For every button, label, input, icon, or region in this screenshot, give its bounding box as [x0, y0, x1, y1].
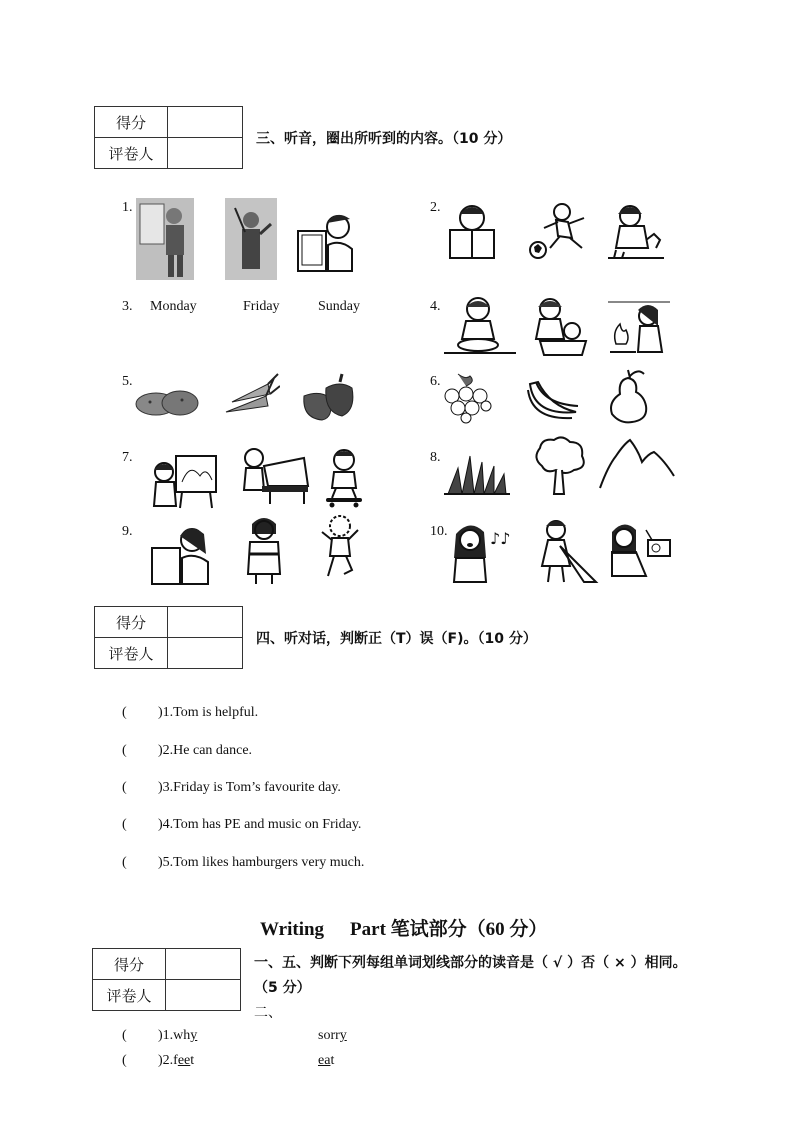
section4-title: 四、听对话，判断正（T）误（F)。（10 分） — [256, 631, 537, 647]
row-number: )2. — [158, 1053, 174, 1068]
tf-statement: )5.Tom likes hamburgers very much. — [158, 855, 365, 870]
answer-paren[interactable]: ( — [122, 855, 127, 870]
score-cell[interactable] — [168, 107, 243, 138]
tf-item-5 — [122, 855, 364, 871]
answer-paren[interactable]: ( — [122, 1053, 127, 1068]
instruction-line-3: 二、 — [254, 1005, 282, 1021]
grader-cell[interactable] — [168, 638, 243, 669]
grader-label: 评卷人 — [95, 138, 168, 169]
q4-number: 4. — [430, 299, 441, 314]
answer-paren[interactable]: ( — [122, 1028, 127, 1043]
pear-picture[interactable] — [606, 366, 652, 424]
grass-picture[interactable] — [444, 448, 510, 496]
q6-number: 6. — [430, 374, 441, 389]
answer-paren[interactable]: ( — [122, 705, 127, 720]
girl-sweeping-picture[interactable] — [530, 516, 600, 586]
score-label: 得分 — [95, 107, 168, 138]
answer-paren[interactable]: ( — [122, 780, 127, 795]
man-playing-piano-picture[interactable] — [234, 446, 310, 506]
tf-statement: )3.Friday is Tom’s favourite day. — [158, 780, 341, 795]
phonics-row-1-word-2: sorry — [318, 1028, 347, 1043]
phonics-row-2-word-2: eat — [318, 1053, 335, 1068]
word-1: feet — [173, 1053, 195, 1068]
tree-picture[interactable] — [532, 436, 588, 496]
grader-cell[interactable] — [168, 138, 243, 169]
section3-title: 三、听音，圈出所听到的内容。（10 分） — [256, 131, 512, 147]
girl-with-radio-picture[interactable] — [606, 518, 672, 586]
girl-at-desk-picture[interactable] — [150, 520, 214, 588]
score-table-3 — [92, 948, 241, 1011]
tf-item-1 — [122, 705, 258, 721]
teacher-at-board-picture[interactable] — [136, 198, 194, 280]
instruction-line-2: （5 分） — [254, 980, 311, 996]
q7-number: 7. — [122, 450, 133, 465]
tf-item-2 — [122, 743, 252, 759]
q3-word-friday[interactable]: Friday — [243, 299, 280, 314]
boy-washing-clothes-picture[interactable] — [444, 295, 516, 357]
row-number: )1. — [158, 1028, 174, 1043]
q10-number: 10. — [430, 524, 448, 539]
q3-word-monday[interactable]: Monday — [150, 299, 197, 314]
writing-heading-right: Part 笔试部分（60 分） — [350, 919, 548, 940]
answer-paren[interactable]: ( — [122, 817, 127, 832]
phonics-row-1 — [122, 1028, 197, 1044]
word-1: why — [173, 1028, 198, 1043]
q3-number: 3. — [122, 299, 133, 314]
q1-number: 1. — [122, 200, 133, 215]
q9-number: 9. — [122, 524, 133, 539]
bananas-picture[interactable] — [526, 376, 582, 422]
woman-arms-crossed-picture[interactable] — [242, 514, 286, 586]
q3-word-sunday[interactable]: Sunday — [318, 299, 360, 314]
instruction-line-1: 一、五、判断下列每组单词划线部分的读音是（ √ ）否（ × ）相同。 — [254, 955, 687, 971]
boy-skateboarding-picture[interactable] — [322, 448, 366, 508]
writing-heading-left: Writing — [260, 919, 325, 940]
tf-statement: )4.Tom has PE and music on Friday. — [158, 817, 362, 832]
grapes-picture[interactable] — [444, 372, 492, 424]
potatoes-picture[interactable] — [134, 386, 200, 420]
grader-label: 评卷人 — [95, 638, 168, 669]
girl-watering-plants-picture[interactable] — [606, 200, 666, 262]
carrots-picture[interactable] — [222, 372, 280, 424]
q5-number: 5. — [122, 374, 133, 389]
q2-number: 2. — [430, 200, 441, 215]
score-cell[interactable] — [168, 607, 243, 638]
phonics-row-2 — [122, 1053, 194, 1069]
svg-text:♪♪: ♪♪ — [490, 529, 511, 548]
score-label: 得分 — [95, 607, 168, 638]
green-peppers-picture[interactable] — [298, 372, 358, 424]
score-table-1 — [94, 106, 243, 169]
tf-item-3 — [122, 780, 341, 796]
mountain-picture[interactable] — [598, 436, 676, 490]
girl-cooking-picture[interactable] — [608, 296, 670, 358]
boy-playing-football-picture[interactable] — [528, 200, 594, 260]
girl-reading-book-picture[interactable] — [446, 200, 504, 262]
girl-washing-dishes-picture[interactable] — [526, 295, 590, 359]
tf-statement: )1.Tom is helpful. — [158, 705, 259, 720]
answer-paren[interactable]: ( — [122, 743, 127, 758]
conductor-picture[interactable] — [225, 198, 277, 280]
tf-item-4 — [122, 817, 361, 833]
old-man-dancing-picture[interactable] — [318, 514, 362, 580]
score-label: 得分 — [93, 949, 166, 980]
girl-drawing-picture[interactable] — [150, 452, 222, 510]
student-at-desk-picture[interactable] — [296, 205, 360, 277]
grader-label: 评卷人 — [93, 980, 166, 1011]
tf-statement: )2.He can dance. — [158, 743, 253, 758]
writing-instruction — [254, 951, 724, 1026]
q8-number: 8. — [430, 450, 441, 465]
grader-cell[interactable] — [166, 980, 241, 1011]
score-table-2 — [94, 606, 243, 669]
writing-heading — [260, 914, 547, 941]
girl-singing-picture[interactable] — [450, 518, 514, 584]
score-cell[interactable] — [166, 949, 241, 980]
